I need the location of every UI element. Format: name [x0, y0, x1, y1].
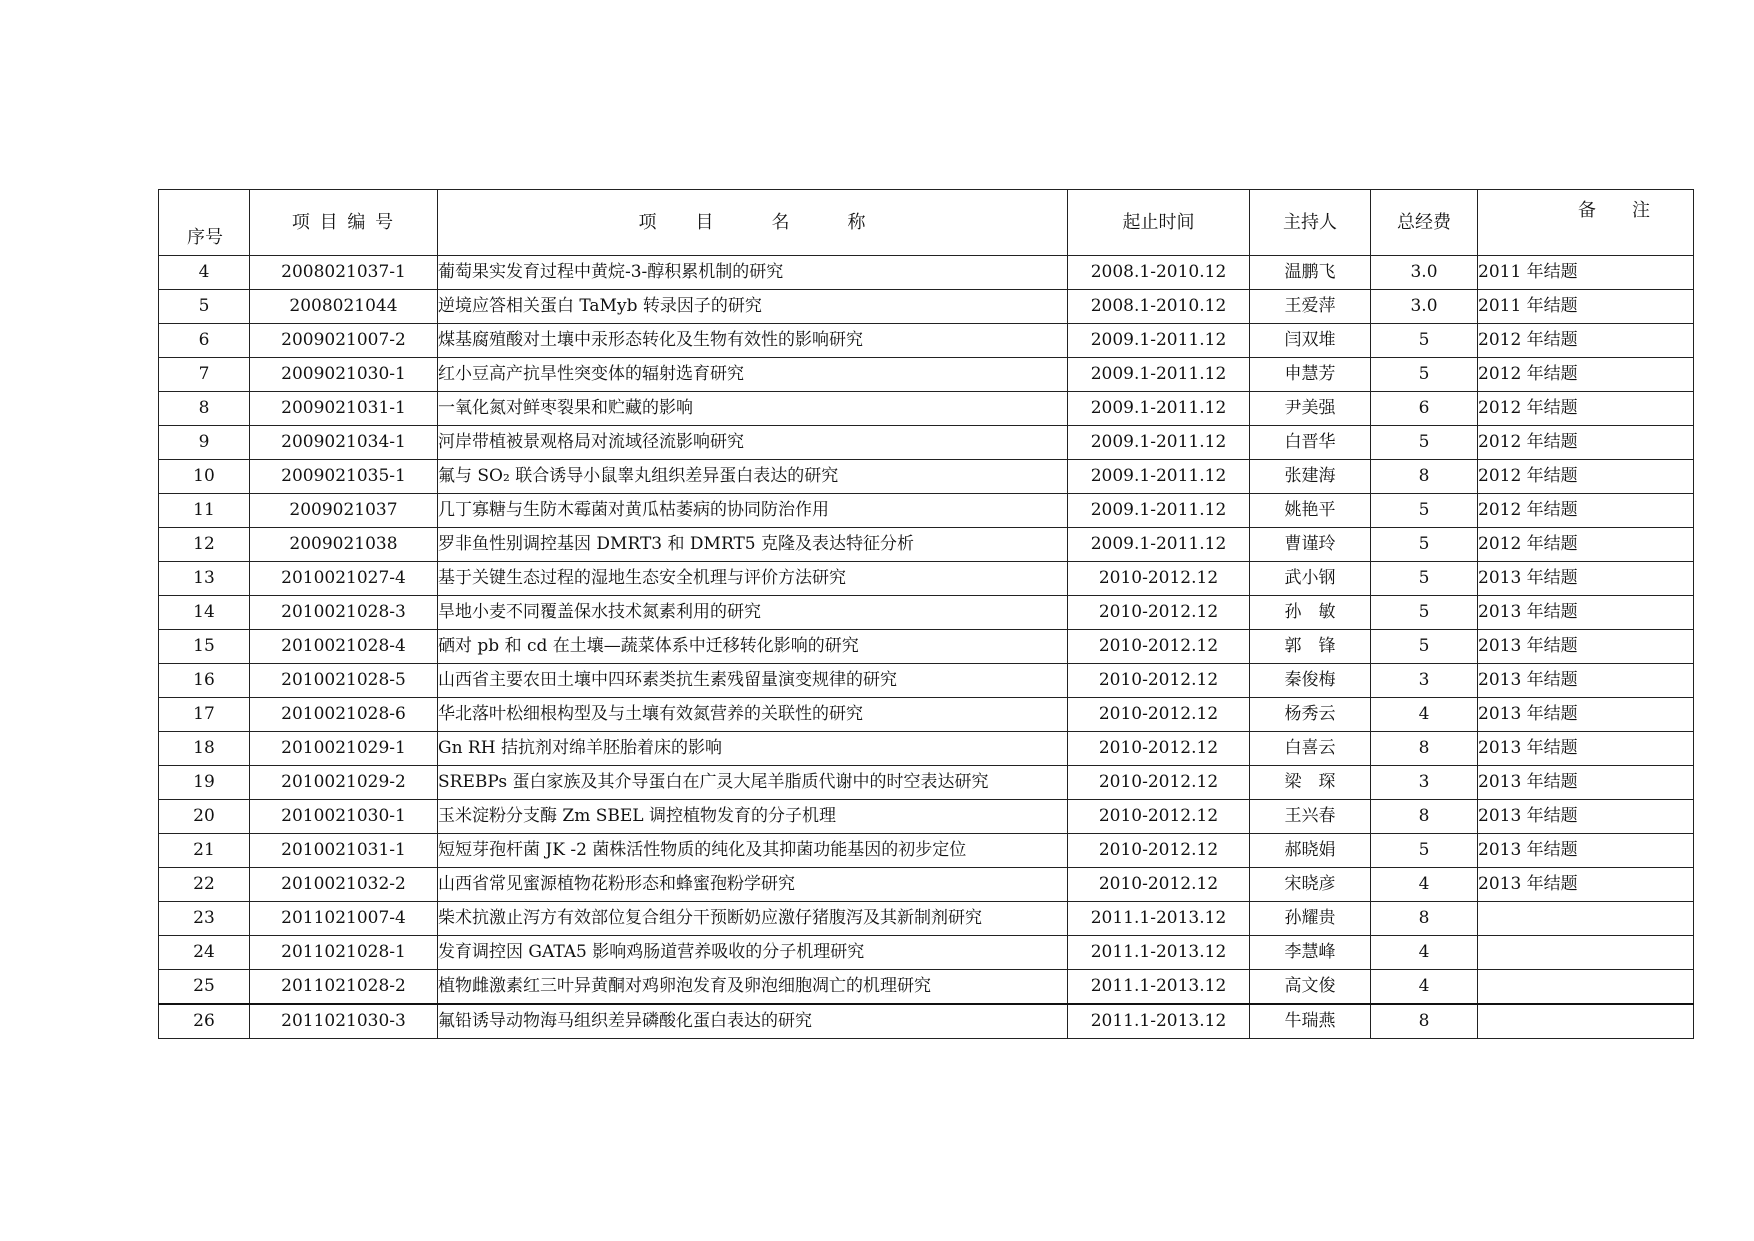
cell-note: 2013 年结题 [1478, 596, 1694, 630]
cell-fund: 5 [1371, 630, 1478, 664]
cell-host: 申慧芳 [1250, 358, 1371, 392]
cell-fund: 3 [1371, 766, 1478, 800]
cell-fund: 5 [1371, 494, 1478, 528]
cell-host: 郭 锋 [1250, 630, 1371, 664]
table-row [159, 358, 1694, 392]
cell-seq: 12 [159, 528, 250, 562]
cell-note [1478, 902, 1694, 936]
header-fund [1371, 190, 1478, 256]
table-body [159, 256, 1694, 1039]
cell-seq: 14 [159, 596, 250, 630]
cell-fund: 8 [1371, 800, 1478, 834]
cell-name: 短短芽孢杆菌 JK -2 菌株活性物质的纯化及其抑菌功能基因的初步定位 [438, 834, 1068, 868]
cell-seq: 17 [159, 698, 250, 732]
cell-fund: 5 [1371, 324, 1478, 358]
cell-fund: 4 [1371, 868, 1478, 902]
cell-period: 2010-2012.12 [1068, 834, 1250, 868]
cell-fund: 6 [1371, 392, 1478, 426]
cell-note: 2013 年结题 [1478, 766, 1694, 800]
cell-code: 2010021028-6 [250, 698, 438, 732]
cell-fund: 5 [1371, 834, 1478, 868]
cell-host: 秦俊梅 [1250, 664, 1371, 698]
table-row [159, 528, 1694, 562]
cell-fund: 4 [1371, 936, 1478, 970]
cell-name: 植物雌激素红三叶异黄酮对鸡卵泡发育及卵泡细胞凋亡的机理研究 [438, 970, 1068, 1005]
cell-fund: 3.0 [1371, 290, 1478, 324]
cell-note [1478, 936, 1694, 970]
cell-code: 2009021038 [250, 528, 438, 562]
cell-seq: 23 [159, 902, 250, 936]
header-seq-label: 序号 [187, 227, 223, 248]
cell-host: 王爱萍 [1250, 290, 1371, 324]
cell-name: 氟铅诱导动物海马组织差异磷酸化蛋白表达的研究 [438, 1004, 1068, 1039]
cell-period: 2011.1-2013.12 [1068, 1004, 1250, 1039]
cell-host: 杨秀云 [1250, 698, 1371, 732]
cell-fund: 5 [1371, 596, 1478, 630]
table-header [159, 190, 1694, 256]
cell-period: 2011.1-2013.12 [1068, 902, 1250, 936]
cell-name: 基于关键生态过程的湿地生态安全机理与评价方法研究 [438, 562, 1068, 596]
header-period-label: 起止时间 [1122, 211, 1195, 233]
header-name [438, 190, 1068, 256]
cell-note: 2012 年结题 [1478, 392, 1694, 426]
table-row [159, 1004, 1694, 1039]
cell-note: 2011 年结题 [1478, 256, 1694, 290]
cell-seq: 6 [159, 324, 250, 358]
header-host-label: 主持人 [1283, 211, 1337, 233]
cell-name: 葡萄果实发育过程中黄烷-3-醇积累机制的研究 [438, 256, 1068, 290]
cell-name: 山西省常见蜜源植物花粉形态和蜂蜜孢粉学研究 [438, 868, 1068, 902]
cell-host: 尹美强 [1250, 392, 1371, 426]
cell-host: 李慧峰 [1250, 936, 1371, 970]
cell-fund: 8 [1371, 460, 1478, 494]
cell-code: 2011021007-4 [250, 902, 438, 936]
cell-note [1478, 1004, 1694, 1039]
cell-name: 玉米淀粉分支酶 Zm SBEL 调控植物发育的分子机理 [438, 800, 1068, 834]
cell-host: 曹谨玲 [1250, 528, 1371, 562]
cell-seq: 7 [159, 358, 250, 392]
cell-fund: 3 [1371, 664, 1478, 698]
cell-seq: 22 [159, 868, 250, 902]
cell-host: 孙耀贵 [1250, 902, 1371, 936]
cell-host: 武小钢 [1250, 562, 1371, 596]
table-row [159, 562, 1694, 596]
cell-period: 2008.1-2010.12 [1068, 256, 1250, 290]
cell-code: 2009021030-1 [250, 358, 438, 392]
cell-code: 2008021044 [250, 290, 438, 324]
cell-fund: 8 [1371, 1004, 1478, 1039]
header-period [1068, 190, 1250, 256]
cell-fund: 5 [1371, 358, 1478, 392]
table-row [159, 630, 1694, 664]
cell-note: 2013 年结题 [1478, 800, 1694, 834]
header-row [159, 190, 1694, 256]
table-row [159, 596, 1694, 630]
cell-host: 姚艳平 [1250, 494, 1371, 528]
cell-note: 2012 年结题 [1478, 358, 1694, 392]
cell-fund: 5 [1371, 426, 1478, 460]
table-row [159, 290, 1694, 324]
cell-name: 红小豆高产抗旱性突变体的辐射选育研究 [438, 358, 1068, 392]
cell-fund: 8 [1371, 732, 1478, 766]
cell-seq: 19 [159, 766, 250, 800]
cell-period: 2010-2012.12 [1068, 562, 1250, 596]
table-row [159, 868, 1694, 902]
cell-code: 2008021037-1 [250, 256, 438, 290]
table-row [159, 732, 1694, 766]
cell-seq: 26 [159, 1004, 250, 1039]
cell-host: 张建海 [1250, 460, 1371, 494]
cell-code: 2010021031-1 [250, 834, 438, 868]
header-code-label: 项 目 编 号 [291, 211, 396, 233]
cell-seq: 5 [159, 290, 250, 324]
cell-fund: 4 [1371, 970, 1478, 1005]
table-row [159, 970, 1694, 1005]
header-code [250, 190, 438, 256]
cell-period: 2010-2012.12 [1068, 664, 1250, 698]
cell-seq: 15 [159, 630, 250, 664]
cell-note: 2013 年结题 [1478, 868, 1694, 902]
cell-period: 2009.1-2011.12 [1068, 460, 1250, 494]
cell-code: 2010021028-4 [250, 630, 438, 664]
table-row [159, 256, 1694, 290]
cell-code: 2011021030-3 [250, 1004, 438, 1039]
cell-note: 2013 年结题 [1478, 732, 1694, 766]
cell-name: 硒对 pb 和 cd 在土壤—蔬菜体系中迁移转化影响的研究 [438, 630, 1068, 664]
header-host [1250, 190, 1371, 256]
cell-period: 2009.1-2011.12 [1068, 426, 1250, 460]
table-row [159, 902, 1694, 936]
cell-host: 温鹏飞 [1250, 256, 1371, 290]
cell-period: 2010-2012.12 [1068, 800, 1250, 834]
table-row [159, 392, 1694, 426]
cell-note: 2013 年结题 [1478, 562, 1694, 596]
cell-fund: 3.0 [1371, 256, 1478, 290]
cell-name: 逆境应答相关蛋白 TaMyb 转录因子的研究 [438, 290, 1068, 324]
cell-host: 王兴春 [1250, 800, 1371, 834]
table-row [159, 426, 1694, 460]
cell-code: 2011021028-2 [250, 970, 438, 1005]
cell-period: 2010-2012.12 [1068, 698, 1250, 732]
table-row [159, 460, 1694, 494]
cell-name: 一氧化氮对鲜枣裂果和贮藏的影响 [438, 392, 1068, 426]
cell-fund: 5 [1371, 562, 1478, 596]
cell-name: 几丁寡糖与生防木霉菌对黄瓜枯萎病的协同防治作用 [438, 494, 1068, 528]
cell-note: 2011 年结题 [1478, 290, 1694, 324]
cell-seq: 11 [159, 494, 250, 528]
cell-fund: 4 [1371, 698, 1478, 732]
cell-host: 闫双堆 [1250, 324, 1371, 358]
cell-name: Gn RH 拮抗剂对绵羊胚胎着床的影响 [438, 732, 1068, 766]
cell-note: 2012 年结题 [1478, 494, 1694, 528]
cell-seq: 25 [159, 970, 250, 1005]
header-note [1478, 190, 1694, 256]
cell-name: 罗非鱼性别调控基因 DMRT3 和 DMRT5 克隆及表达特征分析 [438, 528, 1068, 562]
cell-note: 2012 年结题 [1478, 460, 1694, 494]
cell-seq: 8 [159, 392, 250, 426]
cell-seq: 18 [159, 732, 250, 766]
cell-code: 2011021028-1 [250, 936, 438, 970]
cell-period: 2010-2012.12 [1068, 766, 1250, 800]
cell-period: 2011.1-2013.12 [1068, 970, 1250, 1005]
cell-code: 2010021028-3 [250, 596, 438, 630]
cell-seq: 4 [159, 256, 250, 290]
cell-name: 发育调控因 GATA5 影响鸡肠道营养吸收的分子机理研究 [438, 936, 1068, 970]
table-row [159, 800, 1694, 834]
cell-seq: 24 [159, 936, 250, 970]
cell-fund: 8 [1371, 902, 1478, 936]
cell-seq: 21 [159, 834, 250, 868]
cell-name: 煤基腐殖酸对土壤中汞形态转化及生物有效性的影响研究 [438, 324, 1068, 358]
cell-note: 2013 年结题 [1478, 664, 1694, 698]
cell-host: 宋晓彦 [1250, 868, 1371, 902]
table-row [159, 834, 1694, 868]
cell-host: 白晋华 [1250, 426, 1371, 460]
cell-name: SREBPs 蛋白家族及其介导蛋白在广灵大尾羊脂质代谢中的时空表达研究 [438, 766, 1068, 800]
cell-code: 2010021032-2 [250, 868, 438, 902]
cell-name: 柴术抗激止泻方有效部位复合组分干预断奶应激仔猪腹泻及其新制剂研究 [438, 902, 1068, 936]
cell-code: 2010021030-1 [250, 800, 438, 834]
cell-host: 牛瑞燕 [1250, 1004, 1371, 1039]
cell-note: 2012 年结题 [1478, 426, 1694, 460]
cell-seq: 16 [159, 664, 250, 698]
cell-host: 白喜云 [1250, 732, 1371, 766]
cell-seq: 13 [159, 562, 250, 596]
cell-note: 2013 年结题 [1478, 834, 1694, 868]
header-seq [159, 190, 250, 256]
table-row [159, 698, 1694, 732]
cell-note: 2012 年结题 [1478, 324, 1694, 358]
cell-host: 梁 琛 [1250, 766, 1371, 800]
cell-host: 高文俊 [1250, 970, 1371, 1005]
table-row [159, 324, 1694, 358]
cell-note: 2013 年结题 [1478, 698, 1694, 732]
cell-fund: 5 [1371, 528, 1478, 562]
cell-code: 2009021037 [250, 494, 438, 528]
cell-period: 2010-2012.12 [1068, 596, 1250, 630]
table-row [159, 936, 1694, 970]
cell-period: 2010-2012.12 [1068, 868, 1250, 902]
cell-code: 2010021029-2 [250, 766, 438, 800]
cell-name: 氟与 SO₂ 联合诱导小鼠睾丸组织差异蛋白表达的研究 [438, 460, 1068, 494]
cell-period: 2010-2012.12 [1068, 630, 1250, 664]
cell-period: 2011.1-2013.12 [1068, 936, 1250, 970]
cell-name: 华北落叶松细根构型及与土壤有效氮营养的关联性的研究 [438, 698, 1068, 732]
cell-host: 孙 敏 [1250, 596, 1371, 630]
cell-code: 2009021031-1 [250, 392, 438, 426]
cell-period: 2009.1-2011.12 [1068, 392, 1250, 426]
header-name-label: 项 目 名 称 [638, 211, 867, 233]
cell-code: 2010021027-4 [250, 562, 438, 596]
cell-code: 2010021029-1 [250, 732, 438, 766]
cell-name: 河岸带植被景观格局对流域径流影响研究 [438, 426, 1068, 460]
cell-period: 2010-2012.12 [1068, 732, 1250, 766]
cell-seq: 20 [159, 800, 250, 834]
cell-code: 2009021034-1 [250, 426, 438, 460]
cell-seq: 9 [159, 426, 250, 460]
table-row [159, 494, 1694, 528]
cell-period: 2009.1-2011.12 [1068, 494, 1250, 528]
cell-period: 2008.1-2010.12 [1068, 290, 1250, 324]
cell-note: 2012 年结题 [1478, 528, 1694, 562]
cell-note [1478, 970, 1694, 1005]
cell-code: 2009021007-2 [250, 324, 438, 358]
cell-note: 2013 年结题 [1478, 630, 1694, 664]
cell-name: 旱地小麦不同覆盖保水技术氮素利用的研究 [438, 596, 1068, 630]
header-note-label: 备 注 [1578, 200, 1650, 221]
cell-host: 郝晓娟 [1250, 834, 1371, 868]
project-table [158, 189, 1694, 1039]
cell-code: 2009021035-1 [250, 460, 438, 494]
cell-code: 2010021028-5 [250, 664, 438, 698]
header-fund-label: 总经费 [1397, 211, 1451, 233]
cell-seq: 10 [159, 460, 250, 494]
cell-period: 2009.1-2011.12 [1068, 324, 1250, 358]
cell-name: 山西省主要农田土壤中四环素类抗生素残留量演变规律的研究 [438, 664, 1068, 698]
table-row [159, 766, 1694, 800]
cell-period: 2009.1-2011.12 [1068, 528, 1250, 562]
table-row [159, 664, 1694, 698]
cell-period: 2009.1-2011.12 [1068, 358, 1250, 392]
